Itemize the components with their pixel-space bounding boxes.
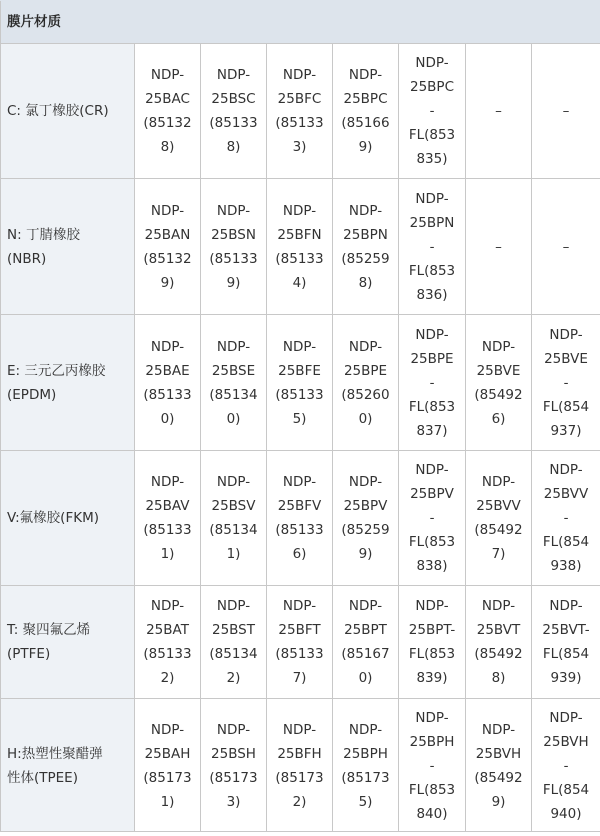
material-label-line: N: 丁腈橡胶 <box>7 223 130 247</box>
material-label <box>1 44 135 179</box>
part-number-line: 5) <box>271 407 328 431</box>
part-number-line: 8) <box>337 271 394 295</box>
part-number-line: 25BAE <box>139 359 196 383</box>
part-number-line: 837) <box>403 419 461 443</box>
part-number-cell <box>333 451 399 586</box>
part-number-cell <box>466 451 532 586</box>
part-number-cell <box>399 315 466 451</box>
part-number-line: 8) <box>205 135 262 159</box>
part-number-line: 9) <box>337 542 394 566</box>
part-number-line: (85132 <box>139 247 196 271</box>
part-number-line: 2) <box>271 790 328 814</box>
material-label <box>1 699 135 834</box>
part-number-line: NDP- <box>536 323 596 347</box>
part-number-line: NDP- <box>271 335 328 359</box>
table-continuation-edge <box>0 831 600 836</box>
part-number-line: 0) <box>337 407 394 431</box>
part-number-cell <box>333 44 399 179</box>
part-number-line: 25BVV <box>470 494 527 518</box>
part-number-line: 7) <box>470 542 527 566</box>
part-number-line: FL(854 <box>536 395 596 419</box>
part-number-line: 25BSN <box>205 223 262 247</box>
part-number-line: FL(853 <box>403 123 461 147</box>
part-number-line: (85132 <box>139 111 196 135</box>
part-number-line: - <box>403 371 461 395</box>
part-number-line: 9) <box>337 135 394 159</box>
part-number-cell <box>201 586 267 699</box>
part-number-line: (85259 <box>337 518 394 542</box>
part-number-line: NDP- <box>337 594 394 618</box>
part-number-cell <box>466 315 532 451</box>
material-label <box>1 451 135 586</box>
part-number-line: NDP- <box>470 470 527 494</box>
part-number-cell <box>135 586 201 699</box>
part-number-line: 0) <box>205 407 262 431</box>
part-number-cell <box>267 699 333 834</box>
part-number-line: NDP- <box>536 458 596 482</box>
part-number-line: 836) <box>403 283 461 307</box>
material-label-line: C: 氯丁橡胶(CR) <box>7 99 130 123</box>
material-label-line: (NBR) <box>7 247 130 271</box>
table-row <box>1 451 600 586</box>
part-number-line: NDP- <box>205 335 262 359</box>
part-number-line: - <box>403 754 461 778</box>
part-number-line: 9) <box>139 271 196 295</box>
part-number-line: (85133 <box>139 518 196 542</box>
part-number-line: (85134 <box>205 642 262 666</box>
part-number-line: – <box>536 235 596 259</box>
part-number-line: NDP- <box>403 594 461 618</box>
material-label-line: V:氟橡胶(FKM) <box>7 506 130 530</box>
part-number-line: (85133 <box>271 642 328 666</box>
material-label-line: T: 聚四氟乙烯 <box>7 618 130 642</box>
part-number-cell <box>532 699 600 834</box>
part-number-line: 25BSC <box>205 87 262 111</box>
part-number-line: 25BFV <box>271 494 328 518</box>
part-number-cell <box>267 451 333 586</box>
part-number-cell <box>399 586 466 699</box>
material-label <box>1 315 135 451</box>
part-number-line: 25BPN <box>403 211 461 235</box>
part-number-line: NDP- <box>271 594 328 618</box>
table-header-row <box>1 1 600 44</box>
part-number-line: 8) <box>470 666 527 690</box>
part-number-line: NDP- <box>337 718 394 742</box>
part-number-line: 9) <box>205 271 262 295</box>
part-number-line: (85173 <box>205 766 262 790</box>
part-number-line: 25BAH <box>139 742 196 766</box>
part-number-line: NDP- <box>205 718 262 742</box>
part-number-line: – <box>536 99 596 123</box>
part-number-line: (85133 <box>271 247 328 271</box>
part-number-line: 0) <box>337 666 394 690</box>
part-number-cell <box>201 179 267 315</box>
material-label <box>1 586 135 699</box>
part-number-line: (85133 <box>139 642 196 666</box>
part-number-line: FL(854 <box>536 778 596 802</box>
part-number-cell <box>399 451 466 586</box>
part-number-line: - <box>536 371 596 395</box>
part-number-line: 938) <box>536 554 596 578</box>
part-number-line: NDP- <box>403 706 461 730</box>
part-number-cell <box>466 44 532 179</box>
part-number-line: 940) <box>536 802 596 826</box>
part-number-line: 835) <box>403 147 461 171</box>
part-number-line: 25BPN <box>337 223 394 247</box>
part-number-line: NDP- <box>403 187 461 211</box>
part-number-line: 2) <box>139 666 196 690</box>
part-number-line: 25BVE <box>470 359 527 383</box>
part-number-line: (85133 <box>139 383 196 407</box>
part-number-cell <box>532 451 600 586</box>
table-row <box>1 179 600 315</box>
part-number-cell <box>201 451 267 586</box>
part-number-line: NDP- <box>139 63 196 87</box>
part-number-line: (85134 <box>205 518 262 542</box>
part-number-line: FL(854 <box>536 530 596 554</box>
part-number-line: NDP- <box>403 51 461 75</box>
part-number-cell <box>399 44 466 179</box>
part-number-line: - <box>403 235 461 259</box>
part-number-line: 25BST <box>205 618 262 642</box>
part-number-line: NDP- <box>139 335 196 359</box>
part-number-line: 25BFC <box>271 87 328 111</box>
part-number-line: NDP- <box>470 718 527 742</box>
part-number-line: NDP- <box>139 718 196 742</box>
part-number-line: NDP- <box>403 458 461 482</box>
part-number-cell <box>333 315 399 451</box>
part-number-line: 9) <box>470 790 527 814</box>
part-number-line: (85133 <box>205 247 262 271</box>
part-number-line: 839) <box>403 666 461 690</box>
part-number-cell <box>466 699 532 834</box>
part-number-line: 25BVH <box>470 742 527 766</box>
part-number-line: FL(853 <box>403 642 461 666</box>
part-number-line: NDP- <box>139 594 196 618</box>
part-number-line: 25BPE <box>403 347 461 371</box>
part-number-line: 937) <box>536 419 596 443</box>
part-number-line: FL(853 <box>403 778 461 802</box>
part-number-cell <box>466 179 532 315</box>
part-number-line: 25BFH <box>271 742 328 766</box>
table-row <box>1 44 600 179</box>
part-number-cell <box>532 179 600 315</box>
part-number-cell <box>532 586 600 699</box>
part-number-line: 840) <box>403 802 461 826</box>
part-number-line: 25BVH <box>536 730 596 754</box>
part-number-line: 25BAT <box>139 618 196 642</box>
part-number-line: 25BVV <box>536 482 596 506</box>
part-number-line: NDP- <box>271 63 328 87</box>
part-number-line: 7) <box>271 666 328 690</box>
part-number-line: (85133 <box>271 383 328 407</box>
part-number-line: NDP- <box>205 199 262 223</box>
part-number-line: 25BPT <box>337 618 394 642</box>
part-number-line: 3) <box>271 135 328 159</box>
part-number-line: NDP- <box>470 335 527 359</box>
part-number-line: 1) <box>139 542 196 566</box>
part-number-line: NDP- <box>205 470 262 494</box>
part-number-line: 2) <box>205 666 262 690</box>
part-number-line: 25BAN <box>139 223 196 247</box>
table-row <box>1 315 600 451</box>
part-number-line: (85133 <box>271 518 328 542</box>
part-number-cell <box>267 586 333 699</box>
part-number-line: (85166 <box>337 111 394 135</box>
part-number-line: NDP- <box>337 335 394 359</box>
part-number-cell <box>399 699 466 834</box>
part-number-line: 939) <box>536 666 596 690</box>
part-number-line: (85492 <box>470 642 527 666</box>
part-number-line: 25BSV <box>205 494 262 518</box>
part-number-cell <box>135 179 201 315</box>
part-number-line: 25BSE <box>205 359 262 383</box>
part-number-line: (85492 <box>470 518 527 542</box>
part-number-line: 6) <box>470 407 527 431</box>
part-number-cell <box>267 315 333 451</box>
part-number-line: 25BPH <box>403 730 461 754</box>
part-number-line: 25BPV <box>403 482 461 506</box>
part-number-line: NDP- <box>470 594 527 618</box>
part-number-line: (85260 <box>337 383 394 407</box>
part-number-line: NDP- <box>536 594 596 618</box>
material-label-line: (EPDM) <box>7 383 130 407</box>
part-number-line: NDP- <box>139 199 196 223</box>
part-number-line: 25BFE <box>271 359 328 383</box>
part-number-line: 1) <box>139 790 196 814</box>
material-label-line: E: 三元乙丙橡胶 <box>7 359 130 383</box>
part-number-line: (85492 <box>470 766 527 790</box>
part-number-line: 6) <box>271 542 328 566</box>
part-number-line: 838) <box>403 554 461 578</box>
part-number-line: 25BPT- <box>403 618 461 642</box>
part-number-line: FL(853 <box>403 259 461 283</box>
part-number-line: FL(854 <box>536 642 596 666</box>
material-label-line: (PTFE) <box>7 642 130 666</box>
part-number-line: (85259 <box>337 247 394 271</box>
part-number-line: - <box>536 754 596 778</box>
part-number-line: NDP- <box>337 199 394 223</box>
part-number-cell <box>135 451 201 586</box>
part-number-line: 25BVT <box>470 618 527 642</box>
part-number-line: 25BSH <box>205 742 262 766</box>
material-label-line: 性体(TPEE) <box>7 766 130 790</box>
material-label-line: H:热塑性聚醋弹 <box>7 742 130 766</box>
part-number-line: 0) <box>139 407 196 431</box>
part-number-line: 25BVT- <box>536 618 596 642</box>
part-number-line: NDP- <box>337 63 394 87</box>
part-number-cell <box>267 179 333 315</box>
part-number-cell <box>532 315 600 451</box>
part-number-line: 25BAV <box>139 494 196 518</box>
part-number-line: – <box>470 99 527 123</box>
part-number-line: 25BPE <box>337 359 394 383</box>
part-number-line: 4) <box>271 271 328 295</box>
part-number-line: 25BVE <box>536 347 596 371</box>
part-number-line: - <box>403 506 461 530</box>
part-number-line: 25BFN <box>271 223 328 247</box>
part-number-line: - <box>536 506 596 530</box>
part-number-line: (85173 <box>337 766 394 790</box>
part-number-cell <box>201 44 267 179</box>
table-row <box>1 699 600 834</box>
table-header-title: 膜片材质 <box>1 1 600 44</box>
part-number-line: (85134 <box>205 383 262 407</box>
part-number-cell <box>135 315 201 451</box>
part-number-line: 25BAC <box>139 87 196 111</box>
part-number-line: FL(853 <box>403 395 461 419</box>
part-number-line: NDP- <box>337 470 394 494</box>
part-number-line: 1) <box>205 542 262 566</box>
part-number-line: 25BPC <box>403 75 461 99</box>
part-number-line: (85492 <box>470 383 527 407</box>
part-number-line: (85133 <box>205 111 262 135</box>
part-number-line: NDP- <box>205 594 262 618</box>
material-label <box>1 179 135 315</box>
part-number-line: (85173 <box>139 766 196 790</box>
part-number-line: NDP- <box>271 199 328 223</box>
part-number-line: 25BPH <box>337 742 394 766</box>
part-number-cell <box>466 586 532 699</box>
part-number-line: 8) <box>139 135 196 159</box>
part-number-line: NDP- <box>536 706 596 730</box>
part-number-line: 25BFT <box>271 618 328 642</box>
part-number-line: NDP- <box>271 470 328 494</box>
part-number-line: (85173 <box>271 766 328 790</box>
part-number-line: NDP- <box>205 63 262 87</box>
part-number-cell <box>333 586 399 699</box>
part-number-line: - <box>403 99 461 123</box>
part-number-line: 3) <box>205 790 262 814</box>
part-number-line: NDP- <box>139 470 196 494</box>
part-number-line: 25BPC <box>337 87 394 111</box>
part-number-line: 5) <box>337 790 394 814</box>
part-number-line: (85133 <box>271 111 328 135</box>
part-number-cell <box>135 699 201 834</box>
part-number-cell <box>201 315 267 451</box>
part-number-line: 25BPV <box>337 494 394 518</box>
part-number-cell <box>399 179 466 315</box>
part-number-line: NDP- <box>403 323 461 347</box>
part-number-cell <box>333 699 399 834</box>
part-number-cell <box>267 44 333 179</box>
part-number-line: FL(853 <box>403 530 461 554</box>
part-number-cell <box>333 179 399 315</box>
part-number-cell <box>201 699 267 834</box>
part-number-line: (85167 <box>337 642 394 666</box>
part-number-line: – <box>470 235 527 259</box>
part-number-line: NDP- <box>271 718 328 742</box>
part-number-cell <box>135 44 201 179</box>
part-number-cell <box>532 44 600 179</box>
table-row <box>1 586 600 699</box>
